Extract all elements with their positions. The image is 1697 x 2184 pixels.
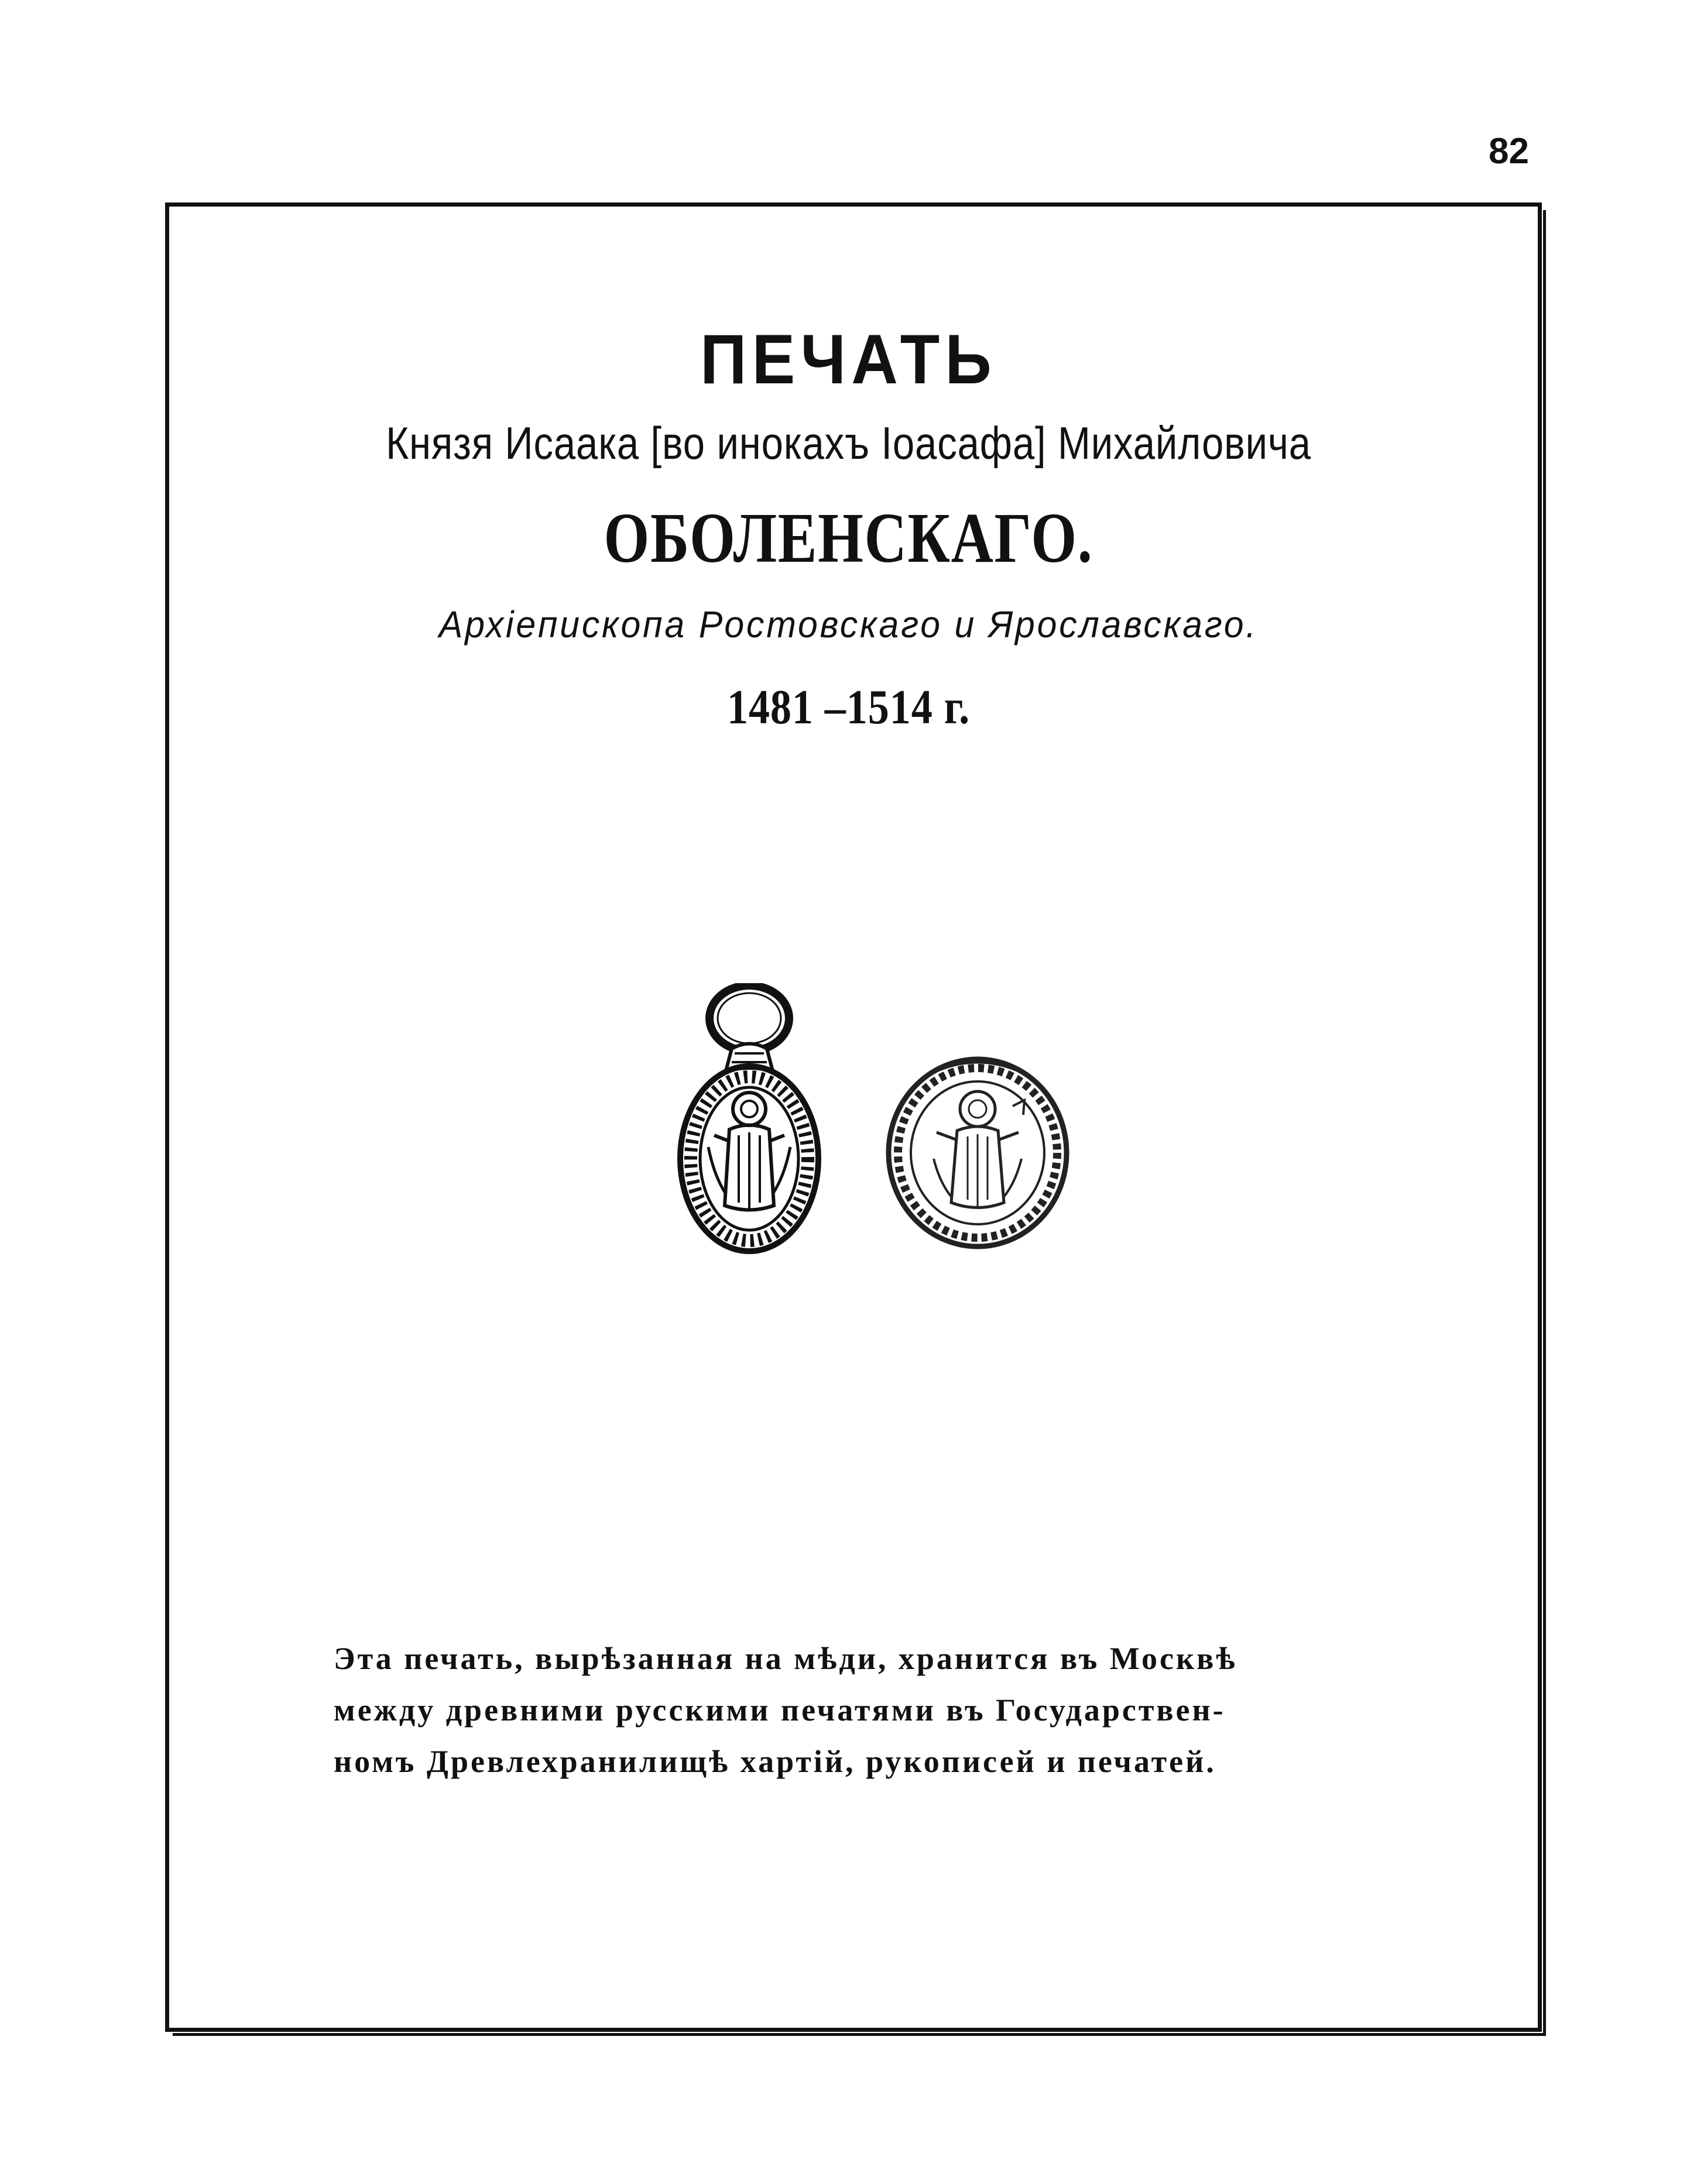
seal-illustration [673, 983, 1083, 1258]
body-line: между древними русскими печатями въ Государствен- [334, 1692, 1226, 1728]
page-title: ПЕЧАТЬ [700, 320, 997, 399]
archbishop-line: Архіепископа Ростовскаго и Ярославскаго. [438, 603, 1259, 645]
body-line: Эта печать, вырѣзанная на мѣди, хранится въ Москвѣ [334, 1641, 1237, 1676]
years-line: 1481 –1514 г. [726, 680, 971, 734]
prince-line: Князя Исаака [во инокахъ Іоасафа] Михайловича [386, 417, 1311, 469]
page-number: 82 [1489, 131, 1529, 171]
seal-with-loop-icon [680, 985, 818, 1251]
family-name: ОБОЛЕНСКАГО. [604, 499, 1093, 578]
body-paragraph [334, 1633, 1370, 1787]
body-line: номъ Древлехранилищѣ хартій, рукописей и печатей. [334, 1744, 1216, 1779]
seal-impression-icon [889, 1059, 1067, 1246]
